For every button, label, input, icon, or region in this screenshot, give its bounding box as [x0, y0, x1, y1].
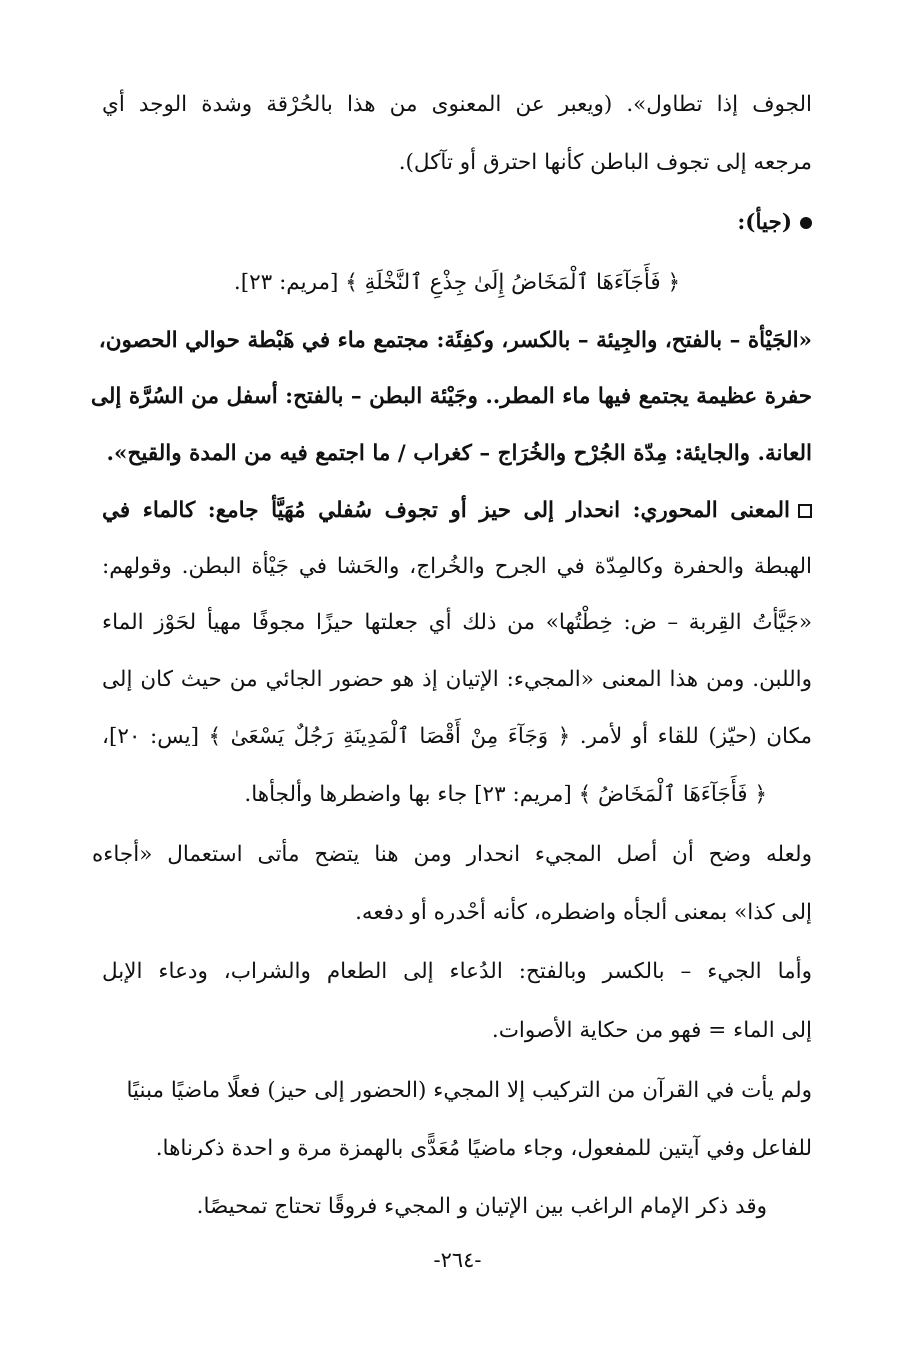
- square-box-icon: [798, 504, 812, 518]
- page-number: -٢٦٤-: [433, 1248, 482, 1272]
- quran-verse-line: ﴿ فَأَجَآءَهَا ٱلْمَخَاضُ إِلَىٰ جِذْعِ ٱلنَّخْلَةِ ﴾ [مريم: ٢٣].: [233, 270, 681, 295]
- core-meaning-text: المعنى المحوري: انحدار إلى حيز أو تجوف سُفلي مُهَيَّأ جامع: كالماء في: [102, 498, 790, 523]
- section-heading: (جيأ):: [737, 210, 792, 235]
- core-meaning-line: [102, 494, 812, 528]
- text-line: إلى كذا» بمعنى ألجأه واضطره، كأنه أحْدره أو دفعه.: [355, 900, 812, 925]
- text-line: وقد ذكر الإمام الراغب بين الإتيان و المجيء فروقًا تحتاج تمحيصًا.: [196, 1194, 767, 1219]
- text-line: إلى الماء = فهو من حكاية الأصوات.: [491, 1018, 812, 1043]
- text-line: للفاعل وفي آيتين للمفعول، وجاء ماضيًا مُعَدًّى بالهمزة مرة و احدة ذكرناها.: [155, 1136, 812, 1161]
- text-line: العانة. والجايئة: مِدّة الجُرْح والخُرَاج – كغراب / ما اجتمع فيه من المدة والقيح».: [106, 441, 812, 466]
- text-line: الجوف إذا تطاول». (ويعبر عن المعنوى من هذا بالحُرْقة وشدة الوجد أي: [102, 92, 812, 117]
- bullet-icon: [800, 217, 812, 229]
- section-heading-line: [102, 206, 812, 240]
- text-line: الهبطة والحفرة وكالمِدّة في الجرح والخُراج، والحَشا في جَيْأة البطن. وقولهم:: [102, 554, 812, 579]
- text-line: حفرة عظيمة يجتمع فيها ماء المطر.. وجَيْئة البطن – بالفتح: أسفل من السُرَّة إلى: [90, 384, 812, 409]
- text-line: ﴿ فَأَجَآءَهَا ٱلْمَخَاضُ ﴾ [مريم: ٢٣] جاء بها واضطرها وألجأها.: [244, 782, 767, 807]
- text-line: مرجعه إلى تجوف الباطن كأنها احترق أو تآكل).: [398, 150, 812, 175]
- text-line: مكان (حيّز) للقاء أو لأمر. ﴿ وَجَآءَ مِنْ أَقْصَا ٱلْمَدِينَةِ رَجُلٌ يَسْعَىٰ ﴾ [يس: ٢٠]،: [102, 724, 812, 749]
- text-line: «جَيَّأتُ القِربة – ض: خِطْتُها» من ذلك أي جعلتها حيزًا مجوفًا مهيأ لحَوْز الماء: [102, 610, 812, 635]
- text-line: ولعله وضح أن أصل المجيء انحدار ومن هنا يتضح مأتى استعمال «أجاءه: [92, 842, 812, 867]
- text-line: واللبن. ومن هذا المعنى «المجيء: الإتيان إذ هو حضور الجائي من حيث كان إلى: [102, 667, 812, 692]
- text-line: «الجَيْأة – بالفتح، والجِيئة – بالكسر، وكفِئَة: مجتمع ماء في هَبْطة حوالي الحصون،: [98, 328, 812, 353]
- text-line: ولم يأت في القرآن من التركيب إلا المجيء (الحضور إلى حيز) فعلًا ماضيًا مبنيًا: [126, 1078, 812, 1103]
- text-line: وأما الجيء – بالكسر وبالفتح: الدُعاء إلى الطعام والشراب، ودعاء الإبل: [102, 959, 812, 984]
